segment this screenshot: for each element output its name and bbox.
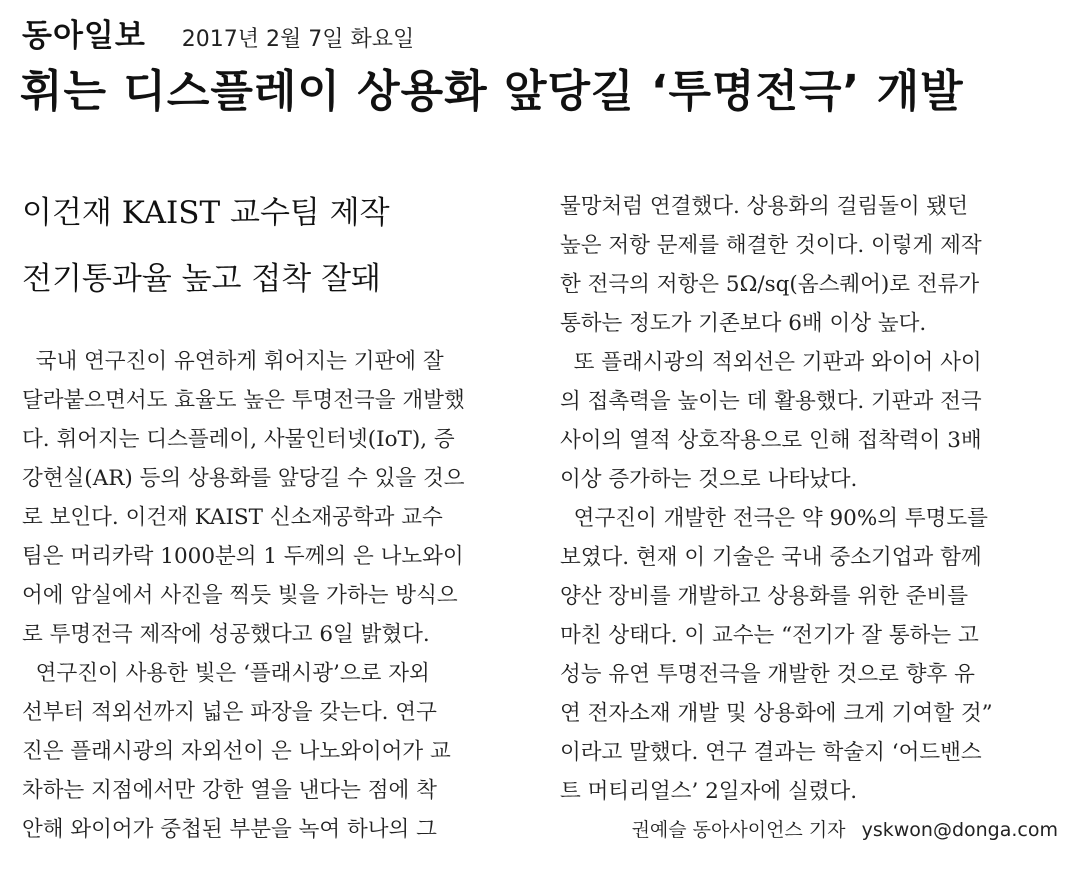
body-line: 성능 유연 투명전극을 개발한 것으로 향후 유 — [560, 662, 975, 687]
body-line: 트 머티리얼스’ 2일자에 실렸다. — [560, 779, 858, 804]
body-line: 차하는 지점에서만 강한 열을 낸다는 점에 착 — [22, 778, 437, 803]
subheadline: 이건재 KAIST 교수팀 제작 — [22, 195, 390, 231]
body-line: 어에 암실에서 사진을 찍듯 빛을 가하는 방식으 — [22, 583, 458, 608]
subheadline: 전기통과율 높고 접착 잘돼 — [22, 261, 381, 297]
body-line: 진은 플래시광의 자외선이 은 나노와이어가 교 — [22, 739, 451, 764]
body-line: 이라고 말했다. 연구 결과는 학술지 ‘어드밴스 — [560, 740, 982, 765]
body-line: 한 전극의 저항은 5Ω/sq(옴스퀘어)로 전류가 — [560, 272, 980, 297]
reporter-name: 권예슬 동아사이언스 기자 — [631, 819, 846, 841]
body-line: 달라붙으면서도 효율도 높은 투명전극을 개발했 — [22, 388, 465, 413]
body-line: 로 보인다. 이건재 KAIST 신소재공학과 교수 — [22, 505, 443, 530]
body-line: 팀은 머리카락 1000분의 1 두께의 은 나노와이 — [22, 544, 464, 569]
article-headline: 휘는 디스플레이 상용화 앞당길 ‘투명전극’ 개발 — [20, 66, 964, 117]
body-column-right — [560, 187, 1058, 850]
body-line: 사이의 열적 상호작용으로 인해 접착력이 3배 — [560, 428, 982, 453]
reporter-email: yskwon@donga.com — [861, 819, 1058, 841]
byline — [560, 811, 1058, 850]
body-line: 또 플래시광의 적외선은 기판과 와이어 사이 — [560, 350, 982, 375]
body-line: 연구진이 개발한 전극은 약 90%의 투명도를 — [560, 506, 988, 531]
body-line: 물망처럼 연결했다. 상용화의 걸림돌이 됐던 — [560, 194, 969, 219]
body-line: 통하는 정도가 기존보다 6배 이상 높다. — [560, 311, 927, 336]
body-column-left — [22, 342, 520, 849]
body-line: 국내 연구진이 유연하게 휘어지는 기판에 잘 — [22, 349, 444, 374]
body-line: 의 접촉력을 높이는 데 활용했다. 기판과 전극 — [560, 389, 982, 414]
body-line: 연구진이 사용한 빛은 ‘플래시광’으로 자외 — [22, 661, 430, 686]
body-line: 마친 상태다. 이 교수는 “전기가 잘 통하는 고 — [560, 623, 979, 648]
body-line: 양산 장비를 개발하고 상용화를 위한 준비를 — [560, 584, 969, 609]
body-line: 보였다. 현재 이 기술은 국내 중소기업과 함께 — [560, 545, 982, 570]
body-line: 로 투명전극 제작에 성공했다고 6일 밝혔다. — [22, 622, 430, 647]
body-line: 안해 와이어가 중첩된 부분을 녹여 하나의 그 — [22, 817, 437, 842]
publication-date: 2017년 2월 7일 화요일 — [181, 27, 415, 52]
body-line: 강현실(AR) 등의 상용화를 앞당길 수 있을 것으 — [22, 466, 465, 491]
body-line: 높은 저항 문제를 해결한 것이다. 이렇게 제작 — [560, 233, 982, 258]
subheadlines — [22, 180, 522, 312]
newspaper-name: 동아일보 — [22, 18, 146, 54]
body-line: 연 전자소재 개발 및 상용화에 크게 기여할 것” — [560, 701, 993, 726]
body-line: 이상 증가하는 것으로 나타났다. — [560, 467, 858, 492]
body-line: 다. 휘어지는 디스플레이, 사물인터넷(IoT), 증 — [22, 427, 455, 452]
body-line: 선부터 적외선까지 넓은 파장을 갖는다. 연구 — [22, 700, 437, 725]
masthead — [22, 10, 415, 54]
